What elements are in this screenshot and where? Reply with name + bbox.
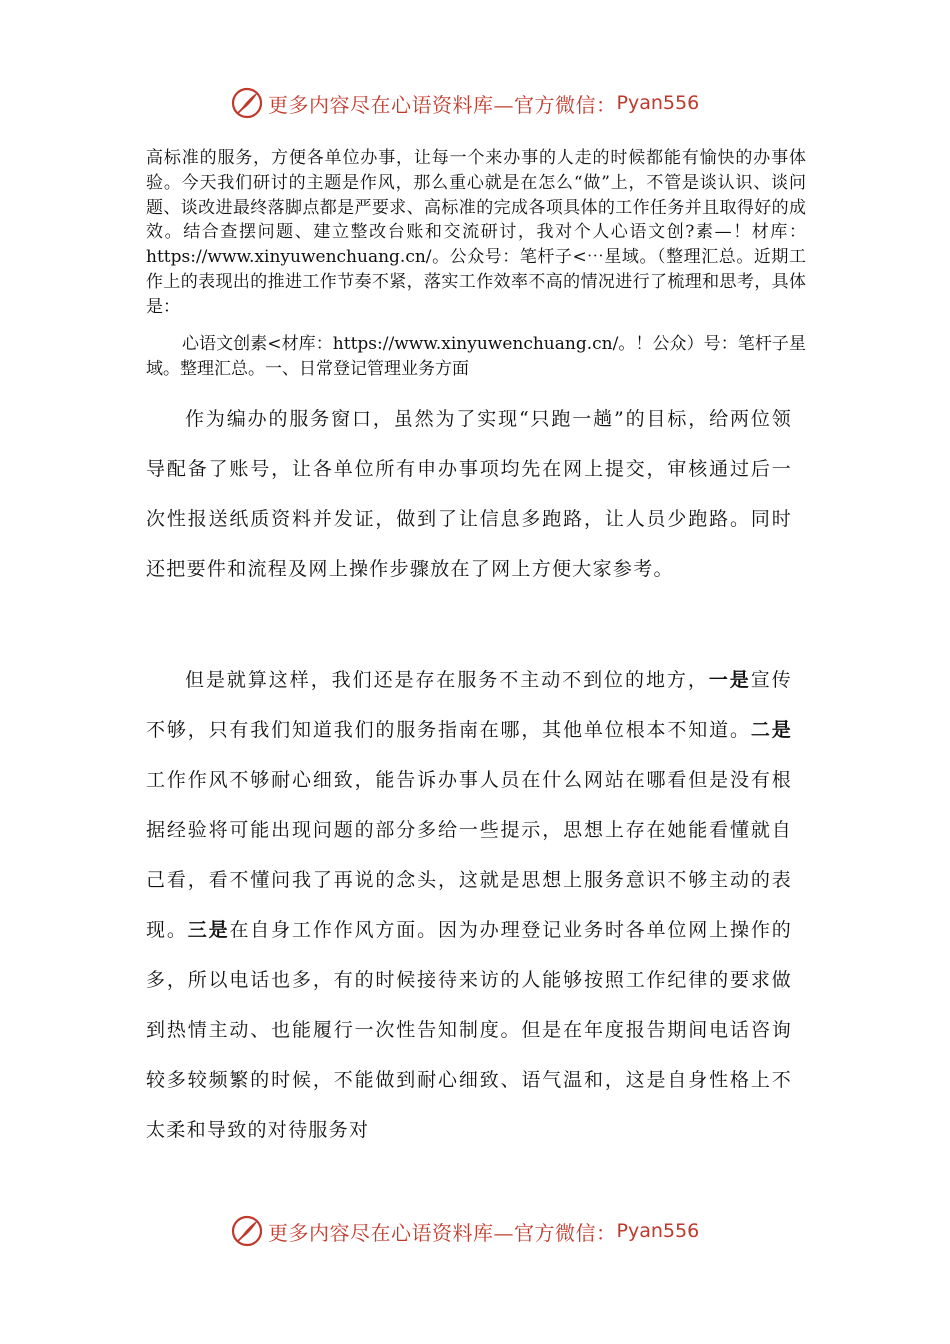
point-three-label: 三是 (187, 919, 230, 941)
point-one-label: 一是 (708, 669, 751, 691)
banner-text: 更多内容尽在心语资料库—官方微信： (268, 92, 617, 117)
point-two-label: 二是 (750, 719, 793, 741)
body-paragraph-1 (146, 394, 792, 594)
body-paragraph-2 (146, 655, 792, 1155)
p2-segment-3: 工作作风不够耐心细致，能告诉办事人员在什么网站在哪看但是没有根据经验将可能出现问题的部分多给一些提示，思想上存在她能看懂就自己看，看不懂问我了再说的念头，这就是思想上服务意识不够主动的表现。 (146, 769, 792, 941)
section-heading-paragraph (146, 332, 806, 382)
banner-text: 更多内容尽在心语资料库—官方微信： (268, 1220, 617, 1245)
p2-segment-2: 宣传不够，只有我们知道我们的服务指南在哪，其他单位根本不知道。 (146, 669, 792, 741)
wechat-id: Pyan556 (616, 1220, 700, 1242)
intro-text: 高标准的服务，方便各单位办事，让每一个来办事的人走的时候都能有愉快的办事体验。今天我们研讨的主题是作风，那么重心就是在怎么“做”上，不管是谈认识、谈问题、谈改进最终落脚点都是严要求、高标准的完成各项具体的工作任务并且取得好的成效。结合查摆问题、建立整改台账和交流研讨，我对个人心语文创?素—！材库：https://www.xinyuwenchuang.cn/。公众号：笔杆子<⋯星域。（整理汇总。近期工作上的表现出的推进工作节奏不紧，落实工作效率不高的情况进行了梳理和思考，具体是： (146, 148, 806, 317)
paragraph-1-text: 作为编办的服务窗口，虽然为了实现“只跑一趟”的目标，给两位领导配备了账号，让各单位所有申办事项均先在网上提交，审核通过后一次性报送纸质资料并发证，做到了让信息多跑路，让人员少跑路。同时还把要件和流程及网上操作步骤放在了网上方便大家参考。 (146, 408, 792, 580)
p2-segment-4: 在自身工作作风方面。因为办理登记业务时各单位网上操作的多，所以电话也多，有的时候接待来访的人能够按照工作纪律的要求做到热情主动、也能履行一次性告知制度。但是在年度报告期间电话咨询较多较频繁的时候，不能做到耐心细致、语气温和，这是自身性格上不太柔和导致的对待服务对 (146, 919, 792, 1141)
section-heading-text: 心语文创素<材库：https://www.xinyuwenchuang.cn/。！公众）号：笔杆子星域。整理汇总。一、日常登记管理业务方面 (146, 334, 806, 379)
quill-pen-logo-icon (230, 1214, 264, 1248)
banner-content (230, 1211, 699, 1251)
wechat-id: Pyan556 (616, 92, 700, 114)
footer-banner (0, 1211, 950, 1251)
banner-content (230, 83, 699, 123)
paragraph-2-text (146, 655, 792, 1155)
p2-segment-1: 但是就算这样，我们还是存在服务不主动不到位的地方， (185, 669, 709, 691)
header-banner (0, 83, 950, 123)
quill-pen-logo-icon (230, 86, 264, 120)
intro-paragraph (146, 146, 806, 320)
